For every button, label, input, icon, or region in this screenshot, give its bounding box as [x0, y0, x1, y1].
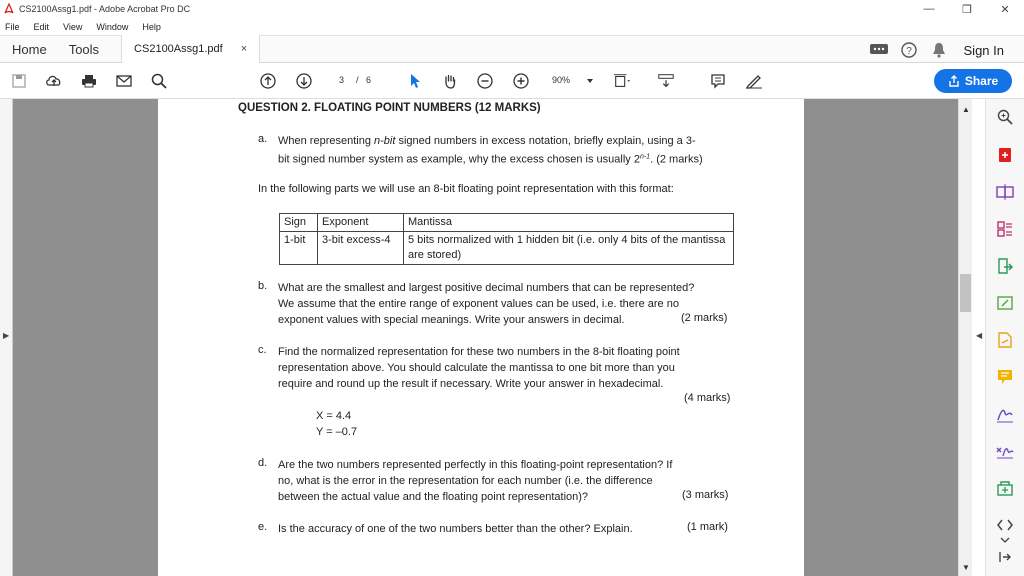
upload-cloud-icon[interactable]: [45, 72, 63, 90]
part-a-text: [278, 133, 778, 168]
current-page-input[interactable]: 3: [339, 75, 345, 85]
part-a-line1-italic: n-bit: [374, 135, 396, 147]
zoom-dropdown-chevron-icon[interactable]: [581, 72, 599, 90]
menu-help[interactable]: Help: [142, 21, 161, 32]
notification-bell-icon[interactable]: [928, 42, 950, 58]
window-title: CS2100Assg1.pdf - Adobe Acrobat Pro DC: [19, 4, 191, 14]
value-y: Y = –0.7: [316, 426, 358, 438]
previous-page-icon[interactable]: [259, 72, 277, 90]
next-page-icon[interactable]: [295, 72, 313, 90]
part-c-label: c.: [258, 344, 267, 356]
menu-file[interactable]: File: [5, 21, 20, 32]
value-x: X = 4.4: [316, 410, 352, 422]
toolbar: [0, 63, 1024, 99]
scroll-up-icon[interactable]: ▲: [962, 105, 970, 114]
window-controls: [910, 0, 1024, 18]
select-cursor-icon[interactable]: [406, 72, 424, 90]
vertical-scrollbar[interactable]: [958, 99, 972, 576]
fit-page-icon[interactable]: [613, 72, 631, 90]
edit-pdf-icon[interactable]: [995, 293, 1015, 313]
protect-icon[interactable]: [995, 478, 1015, 498]
scroll-down-icon[interactable]: ▼: [962, 563, 970, 572]
table-header: Exponent: [318, 214, 404, 232]
svg-text:?: ?: [905, 46, 912, 57]
menu-window[interactable]: Window: [96, 21, 129, 32]
part-c-line: representation above. You should calculate the mantissa to one bit more than you: [278, 362, 675, 374]
table-header-row: [280, 214, 734, 232]
part-b-marks: (2 marks): [681, 312, 728, 324]
acrobat-icon: [3, 3, 15, 15]
tab-tools[interactable]: Tools: [68, 41, 100, 57]
request-signatures-icon[interactable]: [995, 330, 1015, 350]
part-b-label: b.: [258, 280, 268, 292]
comment-tool-icon[interactable]: [995, 367, 1015, 387]
part-d-marks: (3 marks): [682, 489, 729, 501]
email-icon[interactable]: [115, 72, 133, 90]
comment-icon[interactable]: [709, 72, 727, 90]
part-c-marks: (4 marks): [684, 392, 731, 404]
part-d-line: Are the two numbers represented perfectly in this floating-point representation? If: [278, 459, 673, 471]
sign-pen-icon[interactable]: [745, 72, 763, 90]
menu-edit[interactable]: Edit: [33, 21, 50, 32]
table-header: Sign: [280, 214, 318, 232]
table-cell: 1-bit: [280, 232, 318, 265]
collapse-tools-pane-icon[interactable]: ◀: [976, 331, 983, 340]
comments-icon[interactable]: [868, 42, 890, 58]
part-e-marks: (1 mark): [687, 521, 728, 533]
scrollbar-thumb[interactable]: [960, 274, 971, 312]
part-b-text: [278, 280, 738, 328]
part-a-line2-post: . (2 marks): [650, 153, 703, 166]
export-pdf-icon[interactable]: [995, 256, 1015, 276]
more-tools-icon[interactable]: [995, 515, 1015, 535]
close-window-button[interactable]: ✕: [1000, 3, 1010, 16]
tab-bar: [0, 35, 1024, 63]
hand-tool-icon[interactable]: [441, 72, 459, 90]
search-icon[interactable]: [150, 72, 168, 90]
pdf-page: [158, 99, 804, 576]
menu-view[interactable]: View: [63, 21, 83, 32]
table-row: [280, 232, 734, 265]
left-nav-panel: [0, 99, 13, 576]
part-a-line1-post: signed numbers in excess notation, briefly explain, using a 3-: [395, 135, 696, 147]
part-a-line2-sup: n-1: [639, 153, 651, 160]
format-table: [279, 213, 734, 265]
document-tab-label: CS2100Assg1.pdf: [134, 43, 223, 55]
format-intro: In the following parts we will use an 8-bit floating point representation with this format:: [258, 183, 674, 195]
tab-bar-right: [868, 36, 1024, 64]
share-icon: [948, 75, 960, 87]
share-label: Share: [964, 74, 999, 88]
total-pages: 6: [366, 75, 372, 85]
part-c-text: [278, 344, 758, 392]
save-icon[interactable]: [10, 72, 28, 90]
zoom-in-icon[interactable]: [512, 72, 530, 90]
help-icon[interactable]: [898, 42, 920, 58]
tab-home[interactable]: Home: [12, 41, 47, 57]
part-d-line: no, what is the error in the representation for each number (i.e. the difference: [278, 475, 653, 487]
part-e-label: e.: [258, 521, 268, 533]
part-d-line: between the actual value and the floating point representation)?: [278, 491, 589, 503]
fill-sign-icon[interactable]: [995, 404, 1015, 424]
question-title: QUESTION 2. FLOATING POINT NUMBERS (12 MARKS): [238, 102, 541, 114]
table-header: Mantissa: [404, 214, 734, 232]
collapse-pane-icon[interactable]: [995, 547, 1015, 567]
part-c-line: Find the normalized representation for these two numbers in the 8-bit floating point: [278, 346, 680, 358]
part-b-line: exponent values with special meanings. Write your answers in decimal.: [278, 314, 625, 326]
restore-button[interactable]: ❐: [962, 3, 972, 16]
print-icon[interactable]: [80, 72, 98, 90]
part-c-line: require and round up the result if necessary. Write your answer in hexadecimal.: [278, 378, 664, 390]
zoom-level-select[interactable]: 90%: [552, 75, 571, 85]
tools-pane: [985, 99, 1024, 576]
part-b-line: What are the smallest and largest positive decimal numbers that can be represented?: [278, 282, 695, 294]
menu-bar: [0, 18, 1024, 35]
create-pdf-icon[interactable]: [995, 145, 1015, 165]
title-bar: [0, 0, 1024, 18]
zoom-out-icon[interactable]: [476, 72, 494, 90]
sign-in-button[interactable]: Sign In: [963, 42, 1004, 58]
tab-document[interactable]: [121, 35, 260, 63]
part-b-line: We assume that the entire range of exponent values can be used, i.e. there are no: [278, 298, 679, 310]
send-for-signature-icon[interactable]: [995, 441, 1015, 461]
part-a-label: a.: [258, 133, 268, 145]
expand-left-panel-icon[interactable]: ▶: [3, 331, 10, 340]
part-a-line2-pre: bit signed number system as example, why the excess chosen is usually 2: [278, 153, 640, 166]
combine-files-icon[interactable]: [995, 182, 1015, 202]
minimize-button[interactable]: —: [923, 3, 935, 15]
table-cell: 5 bits normalized with 1 hidden bit (i.e. only 4 bits of the mantissa are stored): [404, 232, 734, 265]
scroll-mode-icon[interactable]: [657, 72, 675, 90]
part-a-line1-pre: When representing: [278, 135, 374, 147]
organize-pages-icon[interactable]: [995, 219, 1015, 239]
page-separator: /: [356, 75, 359, 85]
tools-scroll-down-icon[interactable]: [995, 535, 1015, 545]
part-e-text: Is the accuracy of one of the two numbers better than the other? Explain.: [278, 523, 633, 535]
zoom-search-icon[interactable]: [995, 107, 1015, 127]
table-cell: 3-bit excess-4: [318, 232, 404, 265]
share-button[interactable]: [934, 69, 1012, 93]
close-tab-button[interactable]: ×: [240, 43, 248, 55]
part-d-label: d.: [258, 457, 268, 469]
